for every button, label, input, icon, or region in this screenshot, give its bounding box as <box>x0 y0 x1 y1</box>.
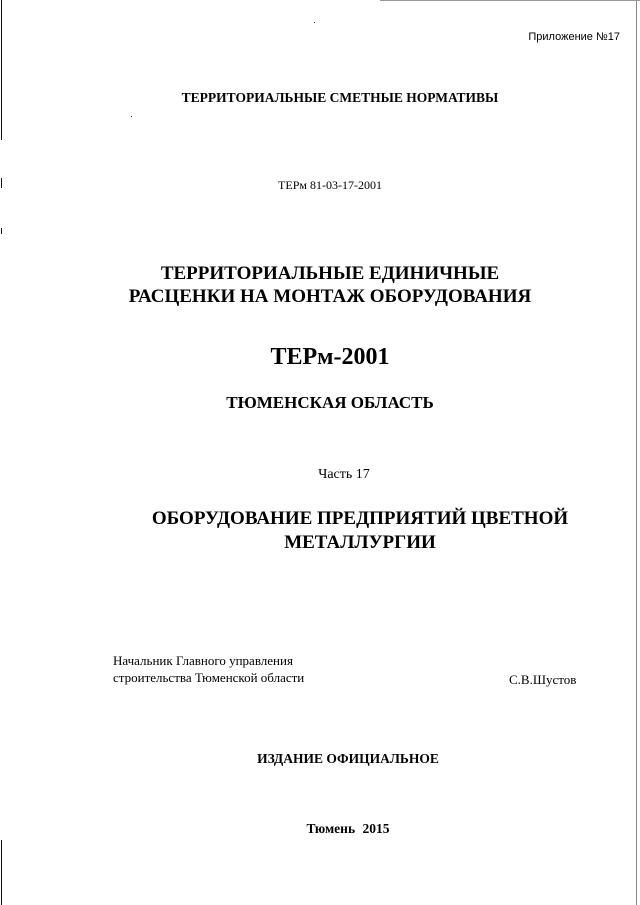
scan-dot <box>131 116 132 117</box>
norms-title: ТЕРРИТОРИАЛЬНЫЕ СМЕТНЫЕ НОРМАТИВЫ <box>181 90 499 105</box>
part-title-line: ОБОРУДОВАНИЕ ПРЕДПРИЯТИЙ ЦВЕТНОЙ <box>151 508 569 529</box>
city-year: Тюмень 2015 <box>306 821 390 836</box>
scan-edge-left-bottom <box>1 840 2 905</box>
main-title-line: ТЕРРИТОРИАЛЬНЫЕ ЕДИНИЧНЫЕ <box>160 263 500 284</box>
edition-label: ИЗДАНИЕ ОФИЦИАЛЬНОЕ <box>257 751 439 766</box>
signer-position <box>113 652 304 686</box>
main-title <box>10 262 640 308</box>
signer-position-line: Начальник Главного управления <box>113 653 293 668</box>
document-code: ТЕРм 81-03-17-2001 <box>278 178 382 192</box>
scan-edge-left <box>1 0 2 140</box>
scan-edge-left-mark <box>1 178 2 188</box>
signer-position-line: строительства Тюменской области <box>113 670 305 685</box>
scan-dot <box>314 22 315 23</box>
appendix-label: Приложение №17 <box>528 31 620 43</box>
main-title-line: РАСЦЕНКИ НА МОНТАЖ ОБОРУДОВАНИЯ <box>128 286 532 307</box>
scan-edge-top <box>380 0 640 1</box>
scan-edge-left-mark-2 <box>1 228 2 234</box>
part-title-line: МЕТАЛЛУРГИИ <box>284 532 436 553</box>
signer-name: С.В.Шустов <box>509 672 577 687</box>
part-number: Часть 17 <box>318 467 370 482</box>
part-title <box>40 507 640 555</box>
scan-edge-right <box>636 0 637 905</box>
abbreviation-title: ТЕРм-2001 <box>270 344 390 370</box>
region-title: ТЮМЕНСКАЯ ОБЛАСТЬ <box>226 393 434 412</box>
